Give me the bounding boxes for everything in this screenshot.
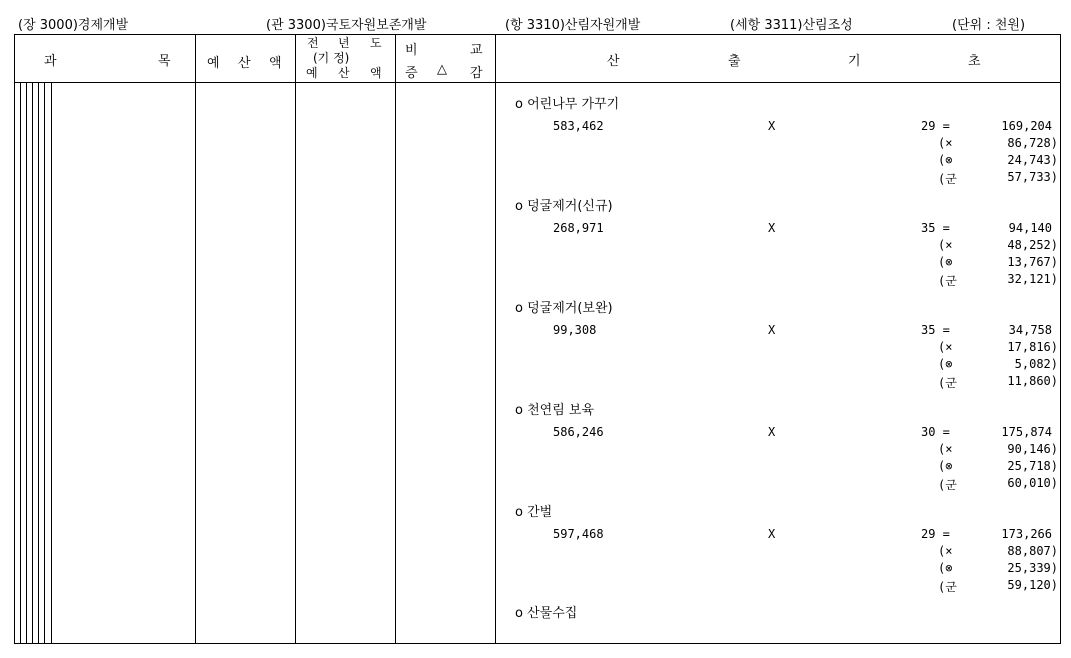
item-amount: 597,468 (553, 527, 604, 541)
header-gwa: 과 (44, 54, 57, 69)
item-multiply: X (768, 221, 776, 235)
header-prev-2: 년 (338, 36, 350, 50)
header-bi: 비 (405, 43, 418, 58)
header-prev-1: 전 (307, 36, 319, 50)
item-title: ο 천연림 보육 (515, 403, 595, 418)
item-amount: 268,971 (553, 221, 604, 235)
nest-line (51, 82, 52, 644)
item-title: ο 간벌 (515, 505, 553, 520)
item-count: 30 = (921, 425, 950, 439)
header-calc-4: 초 (968, 54, 981, 69)
header-prev-mid: (기 정) (313, 51, 350, 65)
nest-line (32, 82, 33, 644)
breakdown-label: (군 (938, 580, 957, 594)
item-title: ο 산물수집 (515, 606, 578, 621)
breakdown-value: 25,339) (1007, 561, 1058, 575)
item-count: 35 = (921, 323, 950, 337)
item-total: 173,266 (1001, 527, 1052, 541)
breakdown-label: (군 (938, 172, 957, 186)
col-divider-prev (295, 34, 296, 644)
item-amount: 586,246 (553, 425, 604, 439)
item-multiply: X (768, 425, 776, 439)
right-border (1060, 34, 1061, 644)
breakdown-value: 88,807) (1007, 544, 1058, 558)
breakdown-label: (× (938, 340, 953, 354)
item-total: 94,140 (1008, 221, 1052, 235)
breakdown-value: 17,816) (1007, 340, 1058, 354)
col-divider-calc (495, 34, 496, 644)
header-aek: 액 (269, 56, 282, 71)
breakdown-value: 59,120) (1007, 578, 1058, 592)
breakdown-value: 86,728) (1007, 136, 1058, 150)
breakdown-label: (군 (938, 376, 957, 390)
header-triangle: △ (437, 62, 447, 77)
header-bottom-border (14, 82, 1061, 83)
item-total: 34,758 (1008, 323, 1052, 337)
header-ye: 예 (207, 56, 220, 71)
item-count: 29 = (921, 119, 950, 133)
item-count: 35 = (921, 221, 950, 235)
breakdown-value: 13,767) (1007, 255, 1058, 269)
header-gyo: 교 (470, 43, 483, 58)
item-multiply: X (768, 119, 776, 133)
header-calc-3: 기 (848, 54, 861, 69)
unit-label: (단위 : 천원) (952, 18, 1026, 33)
jang-label: (장 3000)경제개발 (18, 18, 129, 33)
item-title: ο 덩굴제거(보완) (515, 301, 613, 316)
header-prev-3: 도 (370, 36, 382, 50)
header-prev-b1: 예 (306, 66, 318, 80)
header-san: 산 (238, 56, 251, 71)
header-prev-b3: 액 (370, 66, 382, 80)
item-title: ο 어린나무 가꾸기 (515, 97, 620, 112)
item-total: 169,204 (1001, 119, 1052, 133)
header-calc-1: 산 (607, 54, 620, 69)
header-jeung: 증 (405, 66, 418, 81)
table-top-border (14, 34, 1061, 35)
nest-line (26, 82, 27, 644)
nest-line (38, 82, 39, 644)
header-calc-2: 출 (728, 54, 741, 69)
item-amount: 99,308 (553, 323, 597, 337)
breakdown-label: (⊗ (938, 561, 953, 575)
col-divider-budget (195, 34, 196, 644)
breakdown-label: (⊗ (938, 255, 953, 269)
item-amount: 583,462 (553, 119, 604, 133)
item-multiply: X (768, 323, 776, 337)
breakdown-value: 32,121) (1007, 272, 1058, 286)
breakdown-value: 24,743) (1007, 153, 1058, 167)
breakdown-value: 57,733) (1007, 170, 1058, 184)
gwan-label: (관 3300)국토자원보존개발 (266, 18, 427, 33)
breakdown-label: (× (938, 238, 953, 252)
nest-line (20, 82, 21, 644)
breakdown-value: 5,082) (1014, 357, 1058, 371)
hang-label: (항 3310)산림자원개발 (505, 18, 641, 33)
header-mok: 목 (158, 54, 171, 69)
table-bottom-border (14, 643, 1061, 644)
left-border (14, 34, 15, 644)
breakdown-label: (⊗ (938, 459, 953, 473)
breakdown-value: 90,146) (1007, 442, 1058, 456)
breakdown-value: 60,010) (1007, 476, 1058, 490)
breakdown-value: 48,252) (1007, 238, 1058, 252)
breakdown-value: 11,860) (1007, 374, 1058, 388)
breakdown-value: 25,718) (1007, 459, 1058, 473)
breakdown-label: (× (938, 136, 953, 150)
item-multiply: X (768, 527, 776, 541)
nest-line (44, 82, 45, 644)
item-total: 175,874 (1001, 425, 1052, 439)
breakdown-label: (× (938, 442, 953, 456)
breakdown-label: (⊗ (938, 153, 953, 167)
header-prev-b2: 산 (338, 66, 350, 80)
breakdown-label: (⊗ (938, 357, 953, 371)
item-title: ο 덩굴제거(신규) (515, 199, 613, 214)
header-gam: 감 (470, 66, 483, 81)
breakdown-label: (군 (938, 478, 957, 492)
breakdown-label: (× (938, 544, 953, 558)
item-count: 29 = (921, 527, 950, 541)
sehang-label: (세항 3311)산림조성 (730, 18, 853, 33)
breakdown-label: (군 (938, 274, 957, 288)
col-divider-compare (395, 34, 396, 644)
